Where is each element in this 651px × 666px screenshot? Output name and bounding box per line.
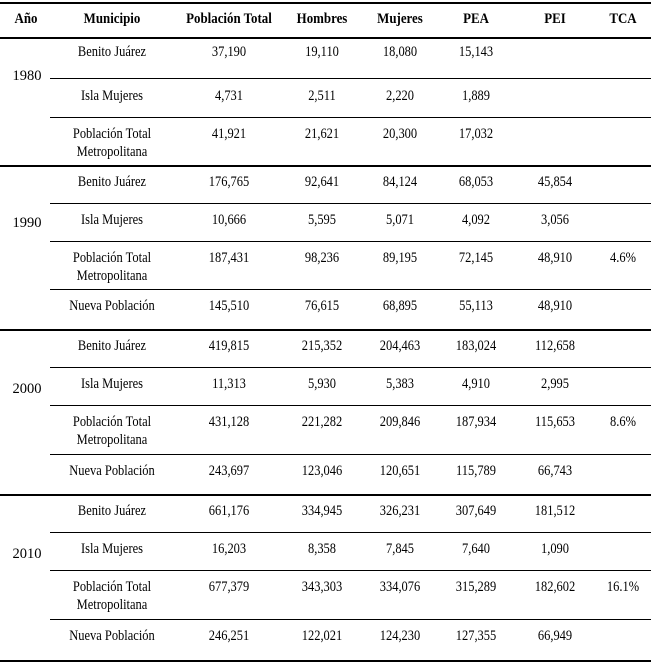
cell-hombres: 221,282 [301, 414, 343, 430]
cell-pei: 115,653 [534, 414, 576, 430]
cell-hombres: 5,595 [307, 212, 337, 228]
cell-total: 419,815 [208, 338, 250, 354]
rule-thin [50, 241, 651, 242]
cell-tca [597, 297, 649, 315]
municipio-cell: Benito Juárez [77, 503, 147, 519]
cell-total: 677,379 [208, 579, 250, 595]
cell-total: 11,313 [212, 376, 246, 392]
rule-thin [50, 570, 651, 571]
cell-pei: 181,512 [534, 503, 576, 519]
cell-hombres: 123,046 [301, 463, 343, 479]
municipio-cell: Isla Mujeres [80, 212, 143, 228]
cell-pea: 17,032 [458, 126, 494, 142]
rule-thin [50, 117, 651, 118]
municipio-cell: Benito Juárez [77, 338, 147, 354]
municipio-cell: Nueva Población [69, 628, 155, 644]
cell-hombres: 76,615 [304, 298, 340, 314]
cell-tca [597, 87, 649, 105]
cell-total: 187,431 [208, 250, 250, 266]
municipio-cell: Población Total Metropolitana [72, 579, 152, 613]
cell-total: 661,176 [208, 503, 250, 519]
cell-hombres: 21,621 [304, 126, 340, 142]
cell-pei: 3,056 [540, 212, 570, 228]
rule-thin [50, 78, 651, 79]
cell-pea: 1,889 [461, 88, 491, 104]
municipio-cell: Población Total Metropolitana [72, 414, 152, 448]
cell-pea: 7,640 [461, 541, 491, 557]
cell-pei: 48,910 [537, 250, 573, 266]
header-hombres: Hombres [296, 11, 348, 27]
cell-pea: 115,789 [455, 463, 497, 479]
cell-hombres: 215,352 [301, 338, 343, 354]
cell-pea: 72,145 [458, 250, 494, 266]
cell-total: 145,510 [208, 298, 250, 314]
rule-thick [0, 37, 651, 39]
cell-total: 41,921 [211, 126, 247, 142]
cell-tca [597, 125, 649, 143]
year-label: 1990 [12, 215, 42, 231]
cell-mujeres: 334,076 [379, 579, 421, 595]
cell-hombres: 8,358 [307, 541, 337, 557]
cell-total: 431,128 [208, 414, 250, 430]
cell-mujeres: 84,124 [382, 174, 418, 190]
cell-pei [521, 87, 590, 105]
cell-tca: 8.6% [610, 414, 636, 430]
cell-pea: 15,143 [458, 44, 494, 60]
cell-hombres: 5,930 [307, 376, 337, 392]
rule-thick [0, 494, 651, 496]
year-label: 2000 [12, 381, 42, 397]
cell-pea: 315,289 [455, 579, 497, 595]
rule-thin [50, 532, 651, 533]
rule-thin [50, 405, 651, 406]
cell-tca [597, 173, 649, 191]
municipio-cell: Benito Juárez [77, 44, 147, 60]
header-poblacion-total: Población Total [186, 11, 272, 27]
cell-pea: 55,113 [459, 298, 493, 314]
cell-pea: 4,092 [461, 212, 491, 228]
cell-pei: 66,949 [537, 628, 573, 644]
header-pea: PEA [463, 11, 489, 27]
municipio-cell: Isla Mujeres [80, 88, 143, 104]
cell-hombres: 2,511 [308, 88, 336, 104]
cell-mujeres: 5,383 [385, 376, 415, 392]
cell-pei: 182,602 [534, 579, 576, 595]
cell-tca [597, 375, 649, 393]
header-ano: Año [14, 11, 38, 27]
cell-tca [597, 211, 649, 229]
cell-mujeres: 204,463 [379, 338, 421, 354]
cell-hombres: 343,303 [301, 579, 343, 595]
cell-pea: 307,649 [455, 503, 497, 519]
cell-total: 243,697 [208, 463, 250, 479]
cell-mujeres: 18,080 [382, 44, 418, 60]
header-municipio: Municipio [83, 11, 141, 27]
rule-thin [50, 289, 651, 290]
cell-pei: 48,910 [537, 298, 573, 314]
cell-pei: 45,854 [537, 174, 573, 190]
cell-pei: 1,090 [540, 541, 570, 557]
cell-mujeres: 124,230 [379, 628, 421, 644]
rule-thick [0, 165, 651, 167]
cell-mujeres: 5,071 [385, 212, 415, 228]
cell-total: 37,190 [211, 44, 247, 60]
cell-tca: 16.1% [606, 579, 640, 595]
rule-thick [0, 2, 651, 4]
cell-tca [597, 502, 649, 520]
municipio-cell: Isla Mujeres [80, 376, 143, 392]
cell-tca [597, 43, 649, 61]
cell-mujeres: 326,231 [379, 503, 421, 519]
municipio-cell: Población Total Metropolitana [72, 126, 152, 160]
cell-total: 176,765 [208, 174, 250, 190]
cell-pei [521, 125, 590, 143]
cell-total: 246,251 [208, 628, 250, 644]
header-tca: TCA [609, 11, 637, 27]
cell-pea: 127,355 [455, 628, 497, 644]
cell-mujeres: 2,220 [385, 88, 415, 104]
cell-pea: 68,053 [458, 174, 494, 190]
rule-thin [50, 619, 651, 620]
cell-tca [597, 462, 649, 480]
rule-thick [0, 660, 651, 662]
rule-thick [0, 329, 651, 331]
header-pei: PEI [544, 11, 566, 27]
cell-pei: 2,995 [540, 376, 570, 392]
cell-tca [597, 337, 649, 355]
cell-mujeres: 68,895 [382, 298, 418, 314]
cell-tca: 4.6% [610, 250, 636, 266]
year-label: 1980 [12, 68, 42, 84]
cell-hombres: 19,110 [305, 44, 339, 60]
cell-mujeres: 20,300 [382, 126, 418, 142]
header-mujeres: Mujeres [377, 11, 423, 27]
cell-mujeres: 209,846 [379, 414, 421, 430]
municipio-cell: Benito Juárez [77, 174, 147, 190]
rule-thin [50, 367, 651, 368]
rule-thin [50, 203, 651, 204]
cell-pea: 187,934 [455, 414, 497, 430]
cell-pei: 112,658 [534, 338, 576, 354]
cell-total: 10,666 [211, 212, 247, 228]
cell-mujeres: 7,845 [385, 541, 415, 557]
cell-pea: 183,024 [455, 338, 497, 354]
cell-mujeres: 89,195 [382, 250, 418, 266]
cell-pea: 4,910 [461, 376, 491, 392]
cell-pei: 66,743 [537, 463, 573, 479]
year-label: 2010 [12, 546, 42, 562]
cell-total: 4,731 [214, 88, 244, 104]
cell-tca [597, 540, 649, 558]
rule-thin [50, 454, 651, 455]
cell-hombres: 92,641 [304, 174, 340, 190]
cell-hombres: 98,236 [304, 250, 340, 266]
cell-tca [597, 627, 649, 645]
municipio-cell: Isla Mujeres [80, 541, 143, 557]
cell-mujeres: 120,651 [379, 463, 421, 479]
cell-hombres: 122,021 [301, 628, 343, 644]
municipio-cell: Nueva Población [69, 298, 155, 314]
cell-hombres: 334,945 [301, 503, 343, 519]
cell-pei [521, 43, 590, 61]
cell-total: 16,203 [211, 541, 247, 557]
municipio-cell: Población Total Metropolitana [72, 250, 152, 284]
municipio-cell: Nueva Población [69, 463, 155, 479]
